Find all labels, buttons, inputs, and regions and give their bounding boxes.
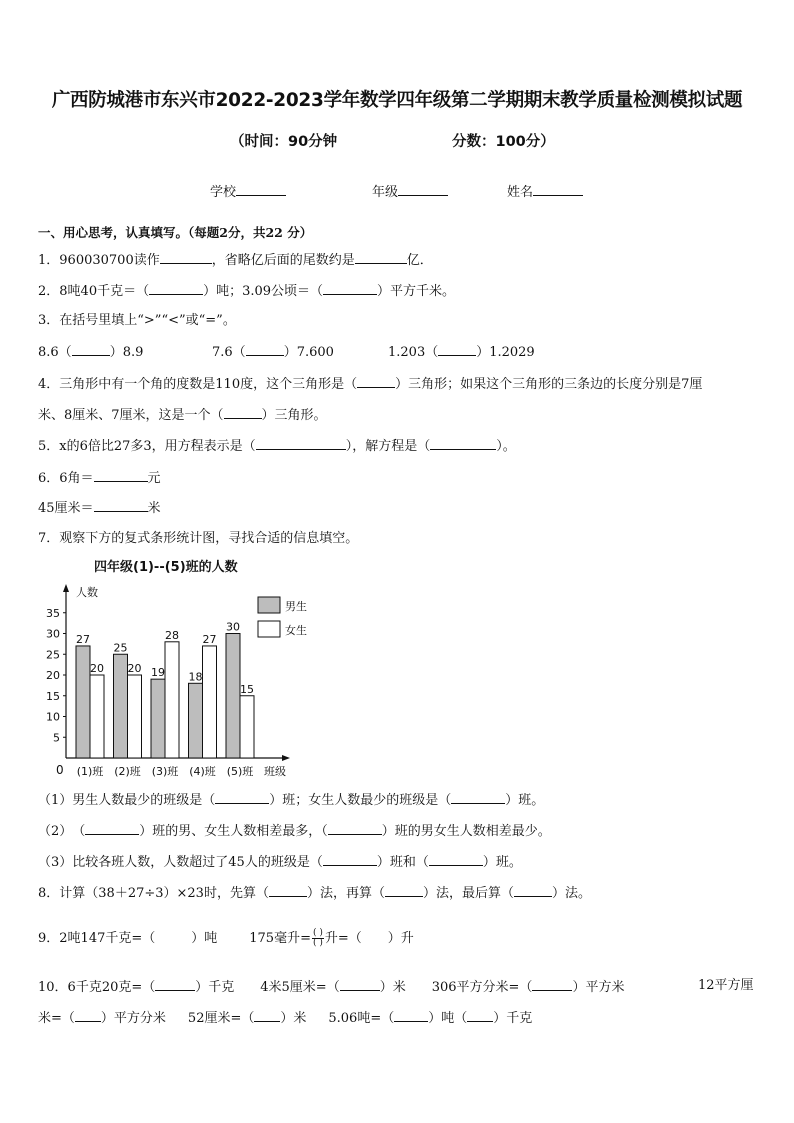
bar-boys [151, 679, 165, 758]
bar-girls [128, 675, 142, 758]
q10-text-j: 52厘米=（ [187, 1011, 255, 1026]
q3-item-1-left: 8.6（ [38, 345, 72, 360]
category-label: (5)班 [226, 765, 254, 778]
time-label: （时间：90分钟 [230, 134, 338, 150]
q10-blank-5[interactable] [254, 1008, 280, 1022]
q10-text-n: ）千克 [493, 1011, 533, 1026]
bar-girls [165, 642, 179, 758]
q3-item-2-left: 7.6（ [212, 345, 246, 360]
q10-blank-6[interactable] [394, 1008, 428, 1022]
q2-text-a: 2．8吨40千克＝（ [38, 284, 150, 299]
legend-swatch [258, 597, 280, 613]
bar-value-label: 27 [202, 632, 217, 646]
q9-fraction-num: ( ) [312, 928, 323, 938]
q9-text-d: 升=（ [324, 931, 362, 946]
q7-sub1-c: ）班。 [505, 793, 545, 808]
q10-text-b: ）千克 [195, 980, 235, 995]
page-title: 广西防城港市东兴市2022-2023学年数学四年级第二学期期末教学质量检测模拟试题 [51, 90, 743, 111]
name-label: 姓名 [507, 185, 534, 200]
q10-text-f: ）平方米 [572, 980, 625, 995]
q7-sub3-blank-2[interactable] [429, 852, 483, 866]
grade-blank[interactable] [398, 182, 448, 196]
q3-item-3-left: 1.203（ [388, 345, 439, 360]
chart-categories [77, 764, 254, 778]
school-field [210, 181, 286, 200]
chart-y-ticks [46, 607, 66, 745]
bar-value-label: 19 [151, 666, 165, 680]
bar-value-label: 20 [127, 662, 142, 675]
bar-boys [76, 646, 90, 758]
q7-sub2-c: ）班的男女生人数相差最少。 [381, 824, 551, 839]
question-1 [38, 250, 433, 270]
q9-fraction-den: ( ) [312, 938, 323, 948]
q5-blank-1[interactable] [256, 436, 346, 450]
q10-blank-3[interactable] [532, 977, 572, 991]
q7-sub2-blank-1[interactable] [85, 821, 139, 835]
q9-text-c: 175毫升= [249, 931, 311, 946]
q5-text-c: ）。 [496, 439, 516, 454]
q4-blank-1[interactable] [357, 374, 395, 388]
category-label: (3)班 [151, 765, 179, 778]
q2-text-c: ）平方千米。 [377, 284, 456, 299]
q2-blank-1[interactable] [149, 281, 203, 295]
q7-sub3-b: ）班和（ [376, 855, 429, 870]
q7-sub-3 [38, 852, 522, 872]
school-blank[interactable] [236, 182, 286, 196]
q8-blank-1[interactable] [269, 883, 307, 897]
q10-text-k: ）米 [280, 1011, 307, 1026]
q6-text-a: 6．6角＝ [38, 471, 94, 486]
q3-item-1-right: ）8.9 [109, 345, 144, 360]
legend-swatch [258, 621, 280, 637]
question-4-line-2 [38, 405, 327, 425]
q7-sub3-blank-1[interactable] [323, 852, 377, 866]
bar-value-label: 28 [165, 628, 179, 642]
q7-sub3-c: ）班。 [482, 855, 522, 870]
q8-text-b: ）法，再算（ [306, 886, 385, 901]
q5-blank-2[interactable] [430, 436, 496, 450]
q7-sub3-a: （3）比较各班人数，人数超过了45人的班级是（ [38, 855, 323, 870]
bar-value-label: 30 [226, 620, 240, 634]
q3-item-2-right: ）7.600 [283, 345, 334, 360]
y-axis-arrow [63, 584, 69, 592]
q9-text-e: ）升 [387, 931, 414, 946]
bar-value-label: 25 [113, 641, 128, 655]
question-7: 7．观察下方的复式条形统计图，寻找合适的信息填空。 [38, 531, 359, 546]
category-label: (2)班 [114, 765, 141, 778]
q3-item-1 [38, 342, 143, 362]
grade-label: 年级 [372, 185, 399, 200]
q10-text-l: 5.06吨=（ [328, 1011, 395, 1026]
category-label: (4)班 [189, 765, 216, 778]
question-6-line-2 [38, 498, 161, 518]
q10-text-i: ）平方分米 [100, 1011, 166, 1026]
chart-legend [258, 597, 307, 637]
q7-sub-1 [38, 790, 544, 810]
y-tick-label: 5 [53, 731, 60, 745]
q6-text-c: 45厘米＝ [38, 501, 94, 516]
q10-text-a: 10．6千克20克=（ [38, 980, 156, 995]
q3-item-2 [212, 342, 334, 362]
bar-boys [114, 654, 128, 758]
bar-value-label: 27 [76, 632, 90, 646]
q3-item-3-right: ）1.2029 [476, 345, 535, 360]
q3-item-3 [388, 342, 535, 362]
question-3: 3．在括号里填上“>”“<”或“=”。 [38, 313, 236, 328]
q8-blank-3[interactable] [514, 883, 552, 897]
x-axis-arrow [282, 755, 290, 761]
bar-value-label: 20 [90, 662, 104, 675]
q7-sub1-blank-1[interactable] [215, 790, 269, 804]
q7-sub-2 [38, 821, 551, 841]
q10-text-d: ）米 [379, 980, 406, 995]
chart-origin-label: 0 [56, 763, 64, 777]
q7-sub2-blank-2[interactable] [328, 821, 382, 835]
q8-text-c: ）法，最后算（ [422, 886, 514, 901]
q2-text-b: ）吨；3.09公顷＝（ [203, 284, 324, 299]
y-tick-label: 25 [46, 648, 60, 662]
q10-blank-4[interactable] [75, 1008, 101, 1022]
q10-text-h: 米=（ [38, 1011, 75, 1026]
q2-blank-2[interactable] [323, 281, 377, 295]
y-tick-label: 20 [46, 669, 60, 682]
q6-text-b: 元 [147, 471, 161, 486]
bar-girls [90, 675, 104, 758]
chart-title: 四年级(1)--(5)班的人数 [94, 560, 238, 575]
y-tick-label: 30 [46, 627, 60, 641]
q10-text-m: ）吨（ [428, 1011, 468, 1026]
bar-value-label: 18 [188, 670, 203, 684]
q3-item-2-blank[interactable] [246, 342, 284, 356]
q8-blank-2[interactable] [385, 883, 423, 897]
bar-girls [203, 646, 217, 758]
q8-text-d: ）法。 [552, 886, 592, 901]
question-10-line-2 [38, 1008, 532, 1028]
y-tick-label: 35 [46, 606, 60, 620]
q6-blank-1[interactable] [94, 468, 148, 482]
q7-sub2-a: （2） （ [38, 824, 86, 839]
question-6-line-1 [38, 468, 161, 488]
q9-fraction[interactable] [312, 929, 324, 948]
q10-line-1-tail: 12平方厘 [698, 978, 754, 993]
q1-blank-2[interactable] [355, 250, 407, 264]
score-label: 分数：100分） [452, 134, 555, 150]
q9-text-b: ）吨 [191, 931, 218, 946]
school-label: 学校 [210, 185, 237, 200]
q10-blank-2[interactable] [340, 977, 380, 991]
legend-label: 男生 [285, 600, 307, 613]
chart-x-label: 班级 [264, 765, 286, 778]
q1-blank-1[interactable] [160, 250, 212, 264]
q10-text-e: 306平方分米=（ [431, 980, 533, 995]
question-9 [38, 929, 414, 948]
q7-sub1-b: ）班；女生人数最少的班级是（ [269, 793, 452, 808]
y-tick-label: 10 [46, 710, 60, 724]
q8-text-a: 8．计算（38＋27÷3）×23时，先算（ [38, 886, 269, 901]
chart-y-label: 人数 [76, 586, 98, 599]
q7-sub1-a: （1）男生人数最少的班级是（ [38, 793, 216, 808]
q1-text-a: 1．960030700读作 [38, 253, 160, 268]
q10-blank-7[interactable] [467, 1008, 493, 1022]
bar-chart [32, 552, 312, 784]
name-field [507, 181, 583, 200]
name-blank[interactable] [533, 182, 583, 196]
q10-text-c: 4米5厘米=（ [260, 980, 340, 995]
q4-blank-2[interactable] [224, 405, 262, 419]
section-heading: 一、用心思考，认真填写。（每题2分，共22 分） [38, 225, 313, 240]
q3-item-3-blank[interactable] [438, 342, 476, 356]
q4-text-b: ）三角形；如果这个三角形的三条边的长度分别是7厘 [395, 377, 703, 392]
q10-blank-1[interactable] [155, 977, 195, 991]
bar-girls [240, 696, 254, 758]
q4-text-d: ）三角形。 [261, 408, 327, 423]
chart-bars [76, 621, 254, 759]
question-2 [38, 281, 455, 301]
q4-text-a: 4．三角形中有一个角的度数是110度，这个三角形是（ [38, 377, 358, 392]
question-10-line-1 [38, 977, 624, 997]
q4-text-c: 米、8厘米、7厘米，这是一个（ [38, 408, 224, 423]
question-5 [38, 436, 516, 456]
bar-boys [226, 634, 240, 759]
grade-field [372, 181, 448, 200]
q3-item-1-blank[interactable] [72, 342, 110, 356]
q6-blank-2[interactable] [94, 498, 148, 512]
question-8 [38, 883, 591, 903]
category-label: (1)班 [76, 765, 104, 778]
y-tick-label: 15 [46, 689, 60, 703]
legend-label: 女生 [285, 624, 307, 637]
bar-boys [189, 683, 203, 758]
question-4-line-1 [38, 374, 702, 394]
q5-text-a: 5．x的6倍比27多3，用方程表示是（ [38, 439, 256, 454]
q7-sub1-blank-2[interactable] [451, 790, 505, 804]
q1-text-c: 亿． [406, 253, 433, 268]
q9-text-a: 9．2吨147千克=（ [38, 931, 156, 946]
bar-value-label: 15 [240, 682, 254, 696]
q5-text-b: ），解方程是（ [345, 439, 431, 454]
q1-text-b: ，省略亿后面的尾数约是 [211, 253, 355, 268]
q6-text-d: 米 [147, 501, 161, 516]
q7-sub2-b: ）班的男、女生人数相差最多，（ [139, 824, 328, 839]
